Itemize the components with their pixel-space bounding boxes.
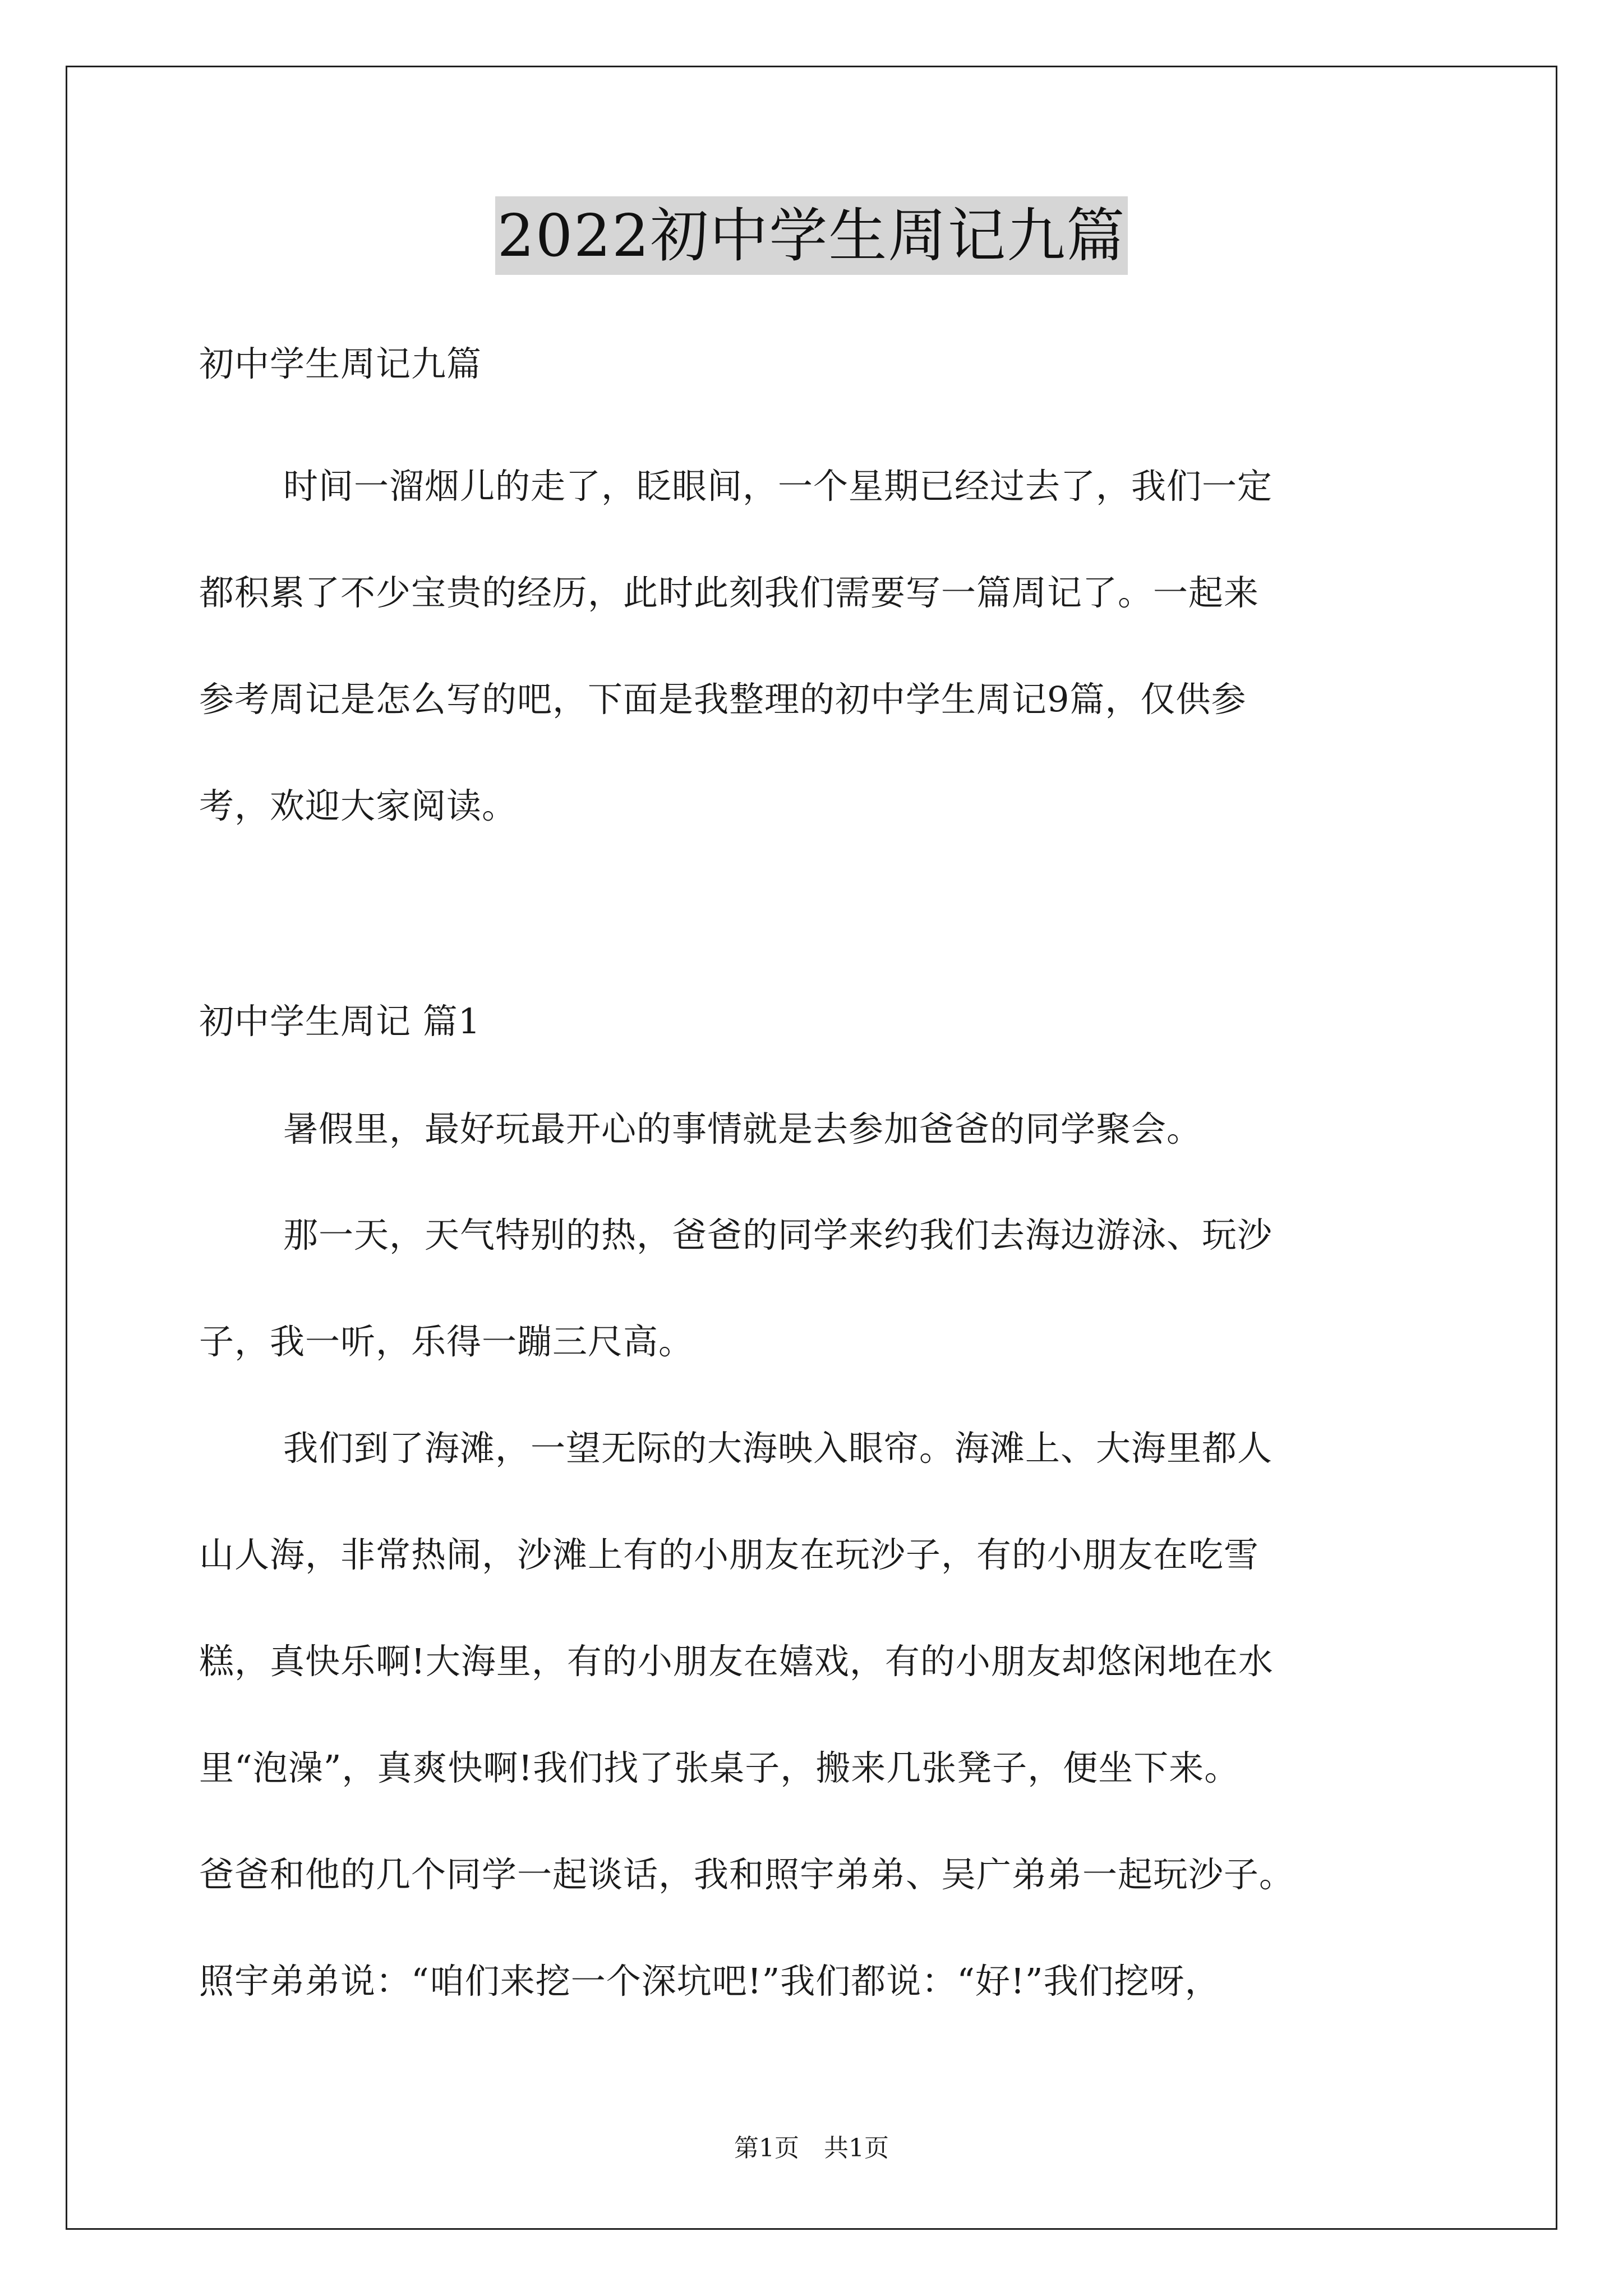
section-heading-1: 初中学生周记 篇1 bbox=[199, 1001, 481, 1042]
paragraph-3-line-4: 里“泡澡”，真爽快啊!我们找了张桌子，搬来几张凳子，便坐下来。 bbox=[199, 1747, 1240, 1788]
paragraph-3-line-2: 山人海，非常热闹，沙滩上有的小朋友在玩沙子，有的小朋友在吃雪 bbox=[199, 1534, 1260, 1575]
paragraph-3-line-6: 照宇弟弟说：“咱们来挖一个深坑吧!”我们都说：“好!”我们挖呀， bbox=[199, 1961, 1220, 2001]
intro-line-2: 都积累了不少宝贵的经历，此时此刻我们需要写一篇周记了。一起来 bbox=[199, 572, 1260, 613]
title-container bbox=[0, 196, 1623, 275]
intro-line-3: 参考周记是怎么写的吧，下面是我整理的初中学生周记9篇，仅供参 bbox=[199, 679, 1247, 720]
intro-line-4: 考，欢迎大家阅读。 bbox=[199, 785, 518, 826]
paragraph-2-line-1: 那一天，天气特别的热，爸爸的同学来约我们去海边游泳、玩沙 bbox=[283, 1214, 1273, 1255]
document-subtitle: 初中学生周记九篇 bbox=[199, 343, 482, 384]
intro-line-1: 时间一溜烟儿的走了，眨眼间，一个星期已经过去了，我们一定 bbox=[283, 466, 1273, 507]
paragraph-3-line-1: 我们到了海滩，一望无际的大海映入眼帘。海滩上、大海里都人 bbox=[283, 1428, 1273, 1469]
paragraph-3-line-3: 糕，真快乐啊!大海里，有的小朋友在嬉戏，有的小朋友却悠闲地在水 bbox=[199, 1641, 1274, 1682]
document-title: 2022初中学生周记九篇 bbox=[495, 196, 1128, 275]
paragraph-2-line-2: 子，我一听，乐得一蹦三尺高。 bbox=[199, 1321, 694, 1362]
paragraph-1-line-1: 暑假里，最好玩最开心的事情就是去参加爸爸的同学聚会。 bbox=[283, 1108, 1202, 1149]
page-footer: 第1页 共1页 bbox=[734, 2134, 889, 2162]
paragraph-3-line-5: 爸爸和他的几个同学一起谈话，我和照宇弟弟、吴广弟弟一起玩沙子。 bbox=[199, 1854, 1295, 1895]
